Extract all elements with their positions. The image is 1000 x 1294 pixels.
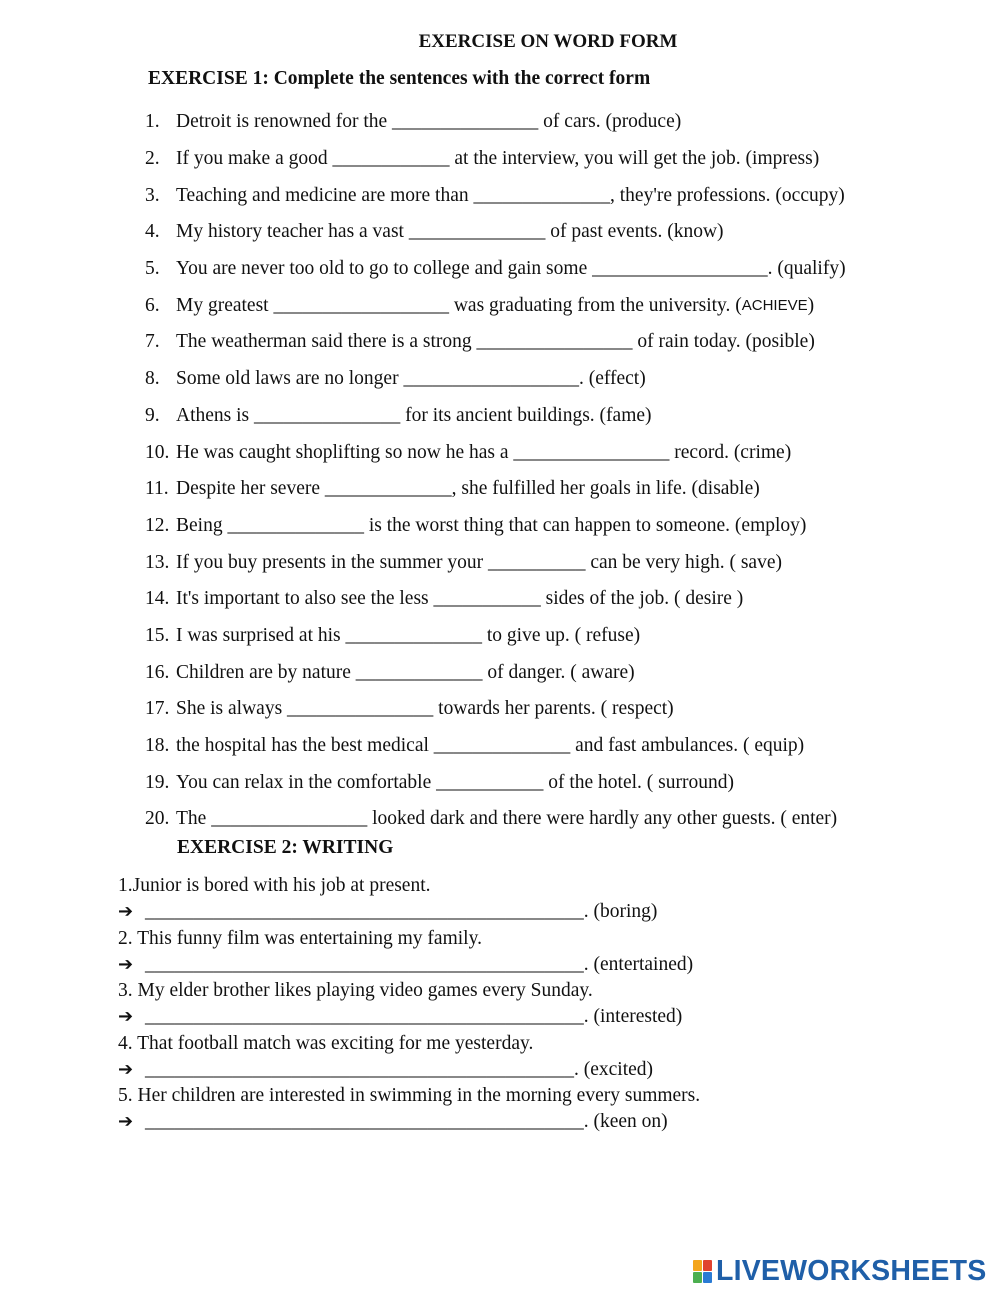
item-text: Being ______________ is the worst thing that can happen to someone. (employ) xyxy=(176,514,807,536)
item-number: 18. xyxy=(145,735,170,757)
item-number: 15. xyxy=(145,624,170,646)
exercise-2-item xyxy=(118,873,700,926)
writing-prompt: 3. My elder brother likes playing video games every Sunday. xyxy=(118,980,593,1001)
writing-answer-line[interactable] xyxy=(118,1057,700,1084)
item-text: the hospital has the best medical ______________ and fast ambulances. ( equip) xyxy=(176,735,805,757)
item-text: My history teacher has a vast ______________ of past events. (know) xyxy=(176,221,724,243)
item-text: The weatherman said there is a strong ________________ of rain today. (posible) xyxy=(176,331,815,353)
item-text: Detroit is renowned for the _______________ of cars. (produce) xyxy=(176,111,682,133)
writing-answer-line[interactable] xyxy=(118,1004,700,1031)
item-number: 11. xyxy=(145,478,169,500)
answer-blank: ____________________________________________. (excited) xyxy=(145,1058,654,1080)
item-number: 16. xyxy=(145,661,170,683)
exercise-1-item xyxy=(145,764,846,801)
answer-blank: _____________________________________________. (entertained) xyxy=(145,953,694,975)
item-number: 1. xyxy=(145,111,160,133)
answer-blank: _____________________________________________. (keen on) xyxy=(145,1111,668,1132)
logo-mark-tile xyxy=(703,1260,712,1271)
item-text: She is always _______________ towards her parents. ( respect) xyxy=(176,698,674,720)
item-number: 17. xyxy=(145,698,170,720)
item-text: Some old laws are no longer __________________. (effect) xyxy=(176,368,646,390)
exercise-1-item xyxy=(145,141,846,178)
item-text: Despite her severe _____________, she fulfilled her goals in life. (disable) xyxy=(176,478,760,500)
logo-mark-tile xyxy=(693,1272,702,1283)
liveworksheets-logo[interactable] xyxy=(693,1254,986,1288)
page-title: EXERCISE ON WORD FORM xyxy=(418,31,678,52)
item-text: Athens is _______________ for its ancient buildings. (fame) xyxy=(176,404,652,426)
item-number: 6. xyxy=(145,294,160,316)
exercise-1-item xyxy=(145,177,846,214)
exercise-1-item xyxy=(145,801,846,838)
arrow-right-icon: ➔ xyxy=(118,953,134,975)
item-number: 12. xyxy=(145,514,170,536)
item-number: 19. xyxy=(145,771,170,793)
writing-answer-line[interactable] xyxy=(118,899,700,926)
item-number: 5. xyxy=(145,258,160,280)
item-number: 3. xyxy=(145,184,160,206)
exercise-2-list xyxy=(118,873,700,1136)
writing-prompt: 5. Her children are interested in swimming in the morning every summers. xyxy=(118,1085,701,1106)
exercise-1-item xyxy=(145,324,846,361)
answer-blank: _____________________________________________. (boring) xyxy=(145,901,658,922)
exercise-1-list xyxy=(145,104,846,838)
item-text: The ________________ looked dark and there were hardly any other guests. ( enter) xyxy=(176,808,838,830)
item-number: 13. xyxy=(145,551,170,573)
exercise-2-item xyxy=(118,978,700,1031)
item-text: My greatest __________________ was graduating from the university. ( xyxy=(176,294,742,316)
item-number: 14. xyxy=(145,588,170,610)
exercise-1-item xyxy=(145,214,846,251)
exercise-1-item xyxy=(145,434,846,471)
arrow-right-icon: ➔ xyxy=(118,901,134,922)
exercise-1-item xyxy=(145,544,846,581)
item-number: 9. xyxy=(145,404,160,426)
logo-mark-tile xyxy=(703,1272,712,1283)
arrow-right-icon: ➔ xyxy=(118,1006,134,1027)
logo-mark-tile xyxy=(693,1260,702,1271)
item-text: If you make a good ____________ at the interview, you will get the job. (impress) xyxy=(176,148,820,170)
exercise-1-item xyxy=(145,398,846,435)
exercise-1-item xyxy=(145,287,846,324)
item-text: You can relax in the comfortable ___________ of the hotel. ( surround) xyxy=(176,771,734,793)
exercise-1-item xyxy=(145,361,846,398)
item-text: It's important to also see the less ___________ sides of the job. ( desire ) xyxy=(176,588,744,610)
exercise-2-item xyxy=(118,926,700,979)
item-text-tail: ) xyxy=(807,294,815,316)
writing-prompt: 1.Junior is bored with his job at present. xyxy=(118,875,431,896)
exercise-2-title: EXERCISE 2: WRITING xyxy=(177,837,394,858)
item-text: He was caught shoplifting so now he has a ________________ record. (crime) xyxy=(176,441,792,463)
item-text: Children are by nature _____________ of danger. ( aware) xyxy=(176,661,635,683)
item-number: 20. xyxy=(145,808,170,830)
item-number: 2. xyxy=(145,148,160,170)
exercise-1-item xyxy=(145,654,846,691)
exercise-1-item xyxy=(145,618,846,655)
item-text: Teaching and medicine are more than ______________, they're professions. (occupy) xyxy=(176,184,845,206)
arrow-right-icon: ➔ xyxy=(118,1058,134,1080)
item-root-word: ACHIEVE xyxy=(741,297,808,315)
item-number: 8. xyxy=(145,368,160,390)
exercise-1-item xyxy=(145,691,846,728)
item-text: If you buy presents in the summer your __________ can be very high. ( save) xyxy=(176,551,782,573)
exercise-2-item xyxy=(118,1083,700,1136)
exercise-1-item xyxy=(145,581,846,618)
exercise-1-title: EXERCISE 1: Complete the sentences with the correct form xyxy=(148,68,651,89)
writing-prompt: 2. This funny film was entertaining my family. xyxy=(118,927,482,949)
exercise-2-item xyxy=(118,1031,700,1084)
writing-prompt: 4. That football match was exciting for me yesterday. xyxy=(118,1032,534,1054)
writing-answer-line[interactable] xyxy=(118,952,700,979)
item-number: 7. xyxy=(145,331,160,353)
exercise-1-item xyxy=(145,508,846,545)
exercise-1-item xyxy=(145,728,846,765)
logo-text: LIVEWORKSHEETS xyxy=(716,1254,987,1287)
exercise-1-item xyxy=(145,104,846,141)
liveworksheets-mark-icon xyxy=(693,1260,712,1283)
writing-answer-line[interactable] xyxy=(118,1109,700,1136)
item-text: I was surprised at his ______________ to give up. ( refuse) xyxy=(176,624,641,646)
exercise-1-item xyxy=(145,471,846,508)
item-number: 4. xyxy=(145,221,160,243)
exercise-1-item xyxy=(145,251,846,288)
item-text: You are never too old to go to college and gain some __________________. (qualify) xyxy=(176,258,846,280)
answer-blank: _____________________________________________. (interested) xyxy=(145,1006,683,1027)
item-number: 10. xyxy=(145,441,170,463)
arrow-right-icon: ➔ xyxy=(118,1111,134,1132)
